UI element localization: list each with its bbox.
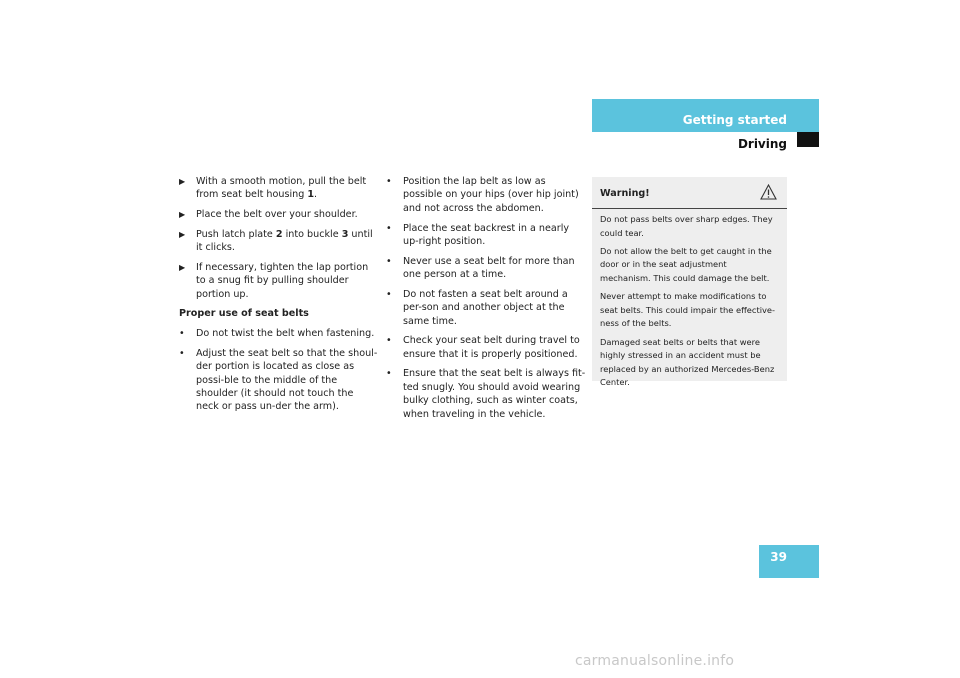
bullet-item xyxy=(386,367,586,421)
warning-title: Warning! xyxy=(600,188,650,199)
warning-triangle-icon xyxy=(760,184,777,200)
bullet-text: Do not twist the belt when fastening. xyxy=(196,328,375,340)
page-number-box xyxy=(759,545,819,578)
section-tab-marker xyxy=(797,132,819,147)
bullet-dot-icon: • xyxy=(386,176,392,187)
bullet-text: Adjust the seat belt so that the shoul-der portion is located as close as possi-ble to the middle of the shoulder (it should not touch the neck or pass un-der the arm). xyxy=(196,347,378,413)
bullet-text: Place the seat backrest in a nearly up-right position. xyxy=(403,222,570,247)
step-text: Place the belt over your shoulder. xyxy=(196,209,358,221)
bullet-item xyxy=(386,288,586,328)
bullet-dot-icon: • xyxy=(179,347,185,359)
subsection-title: Driving xyxy=(737,137,787,151)
bullet-text: Ensure that the seat belt is always fit-ted snugly. You should avoid wearing bulky clothing, such as winter coats, when traveling in the vehicle. xyxy=(403,368,586,420)
step-text: Push latch plate xyxy=(196,228,276,240)
section-header xyxy=(592,99,819,132)
step-text: until it clicks. xyxy=(196,228,373,254)
page-number: 39 xyxy=(770,550,787,564)
arrow-bullet-icon: ▶ xyxy=(179,210,186,220)
bullet-dot-icon: • xyxy=(179,328,185,340)
step-text: With a smooth motion, pull the belt from seat belt housing xyxy=(196,176,367,201)
step-item xyxy=(179,261,379,301)
step-item xyxy=(179,175,379,202)
column-middle xyxy=(386,175,586,427)
warning-paragraph: Never attempt to make modifications to seat belts. This could impair the effective-ness of the belts. xyxy=(600,291,776,329)
proper-use-heading: Proper use of seat belts xyxy=(179,308,309,320)
step-ref: 1 xyxy=(307,189,315,201)
bullet-item xyxy=(386,255,586,282)
bullet-text: Do not fasten a seat belt around a per-son and another object at the same time. xyxy=(403,288,568,327)
arrow-bullet-icon: ▶ xyxy=(179,177,186,186)
step-ref: 3 xyxy=(341,228,349,240)
warning-box xyxy=(592,177,787,388)
warning-paragraph: Do not allow the belt to get caught in the door or in the seat adjustment mechanism. This could damage the belt. xyxy=(600,245,772,283)
bullet-dot-icon: • xyxy=(386,288,392,300)
bullet-item xyxy=(179,347,379,414)
bullet-dot-icon: • xyxy=(386,368,392,380)
step-text: into buckle xyxy=(282,228,342,240)
bullet-item xyxy=(179,327,379,340)
warning-header xyxy=(592,177,787,209)
arrow-bullet-icon: ▶ xyxy=(179,262,186,272)
watermark: carmanualsonline.info xyxy=(575,653,735,669)
arrow-bullet-icon: ▶ xyxy=(179,229,186,239)
step-text: If necessary, tighten the lap portion to a snug fit by pulling shoulder portion up. xyxy=(196,261,369,300)
bullet-item xyxy=(386,175,586,215)
bullet-dot-icon: • xyxy=(386,335,392,347)
step-item xyxy=(179,228,379,255)
warning-paragraph: Do not pass belts over sharp edges. They could tear. xyxy=(600,214,773,238)
column-left xyxy=(179,175,379,420)
bullet-text: Never use a seat belt for more than one person at a time. xyxy=(403,255,575,281)
step-text: . xyxy=(314,189,318,201)
step-ref: 2 xyxy=(275,228,283,240)
warning-paragraph: Damaged seat belts or belts that were highly stressed in an accident must be replaced by an authorized Mercedes-Benz Center. xyxy=(600,336,775,388)
bullet-text: Check your seat belt during travel to ensure that it is properly positioned. xyxy=(403,335,580,360)
bullet-dot-icon: • xyxy=(386,255,392,267)
bullet-item xyxy=(386,222,586,249)
step-item xyxy=(179,208,379,221)
bullet-dot-icon: • xyxy=(386,222,392,234)
warning-body xyxy=(592,209,787,390)
section-title: Getting started xyxy=(682,113,787,127)
bullet-text: Position the lap belt as low as possible on your hips (over hip joint) and not across the abdomen. xyxy=(403,176,579,214)
bullet-item xyxy=(386,334,586,361)
